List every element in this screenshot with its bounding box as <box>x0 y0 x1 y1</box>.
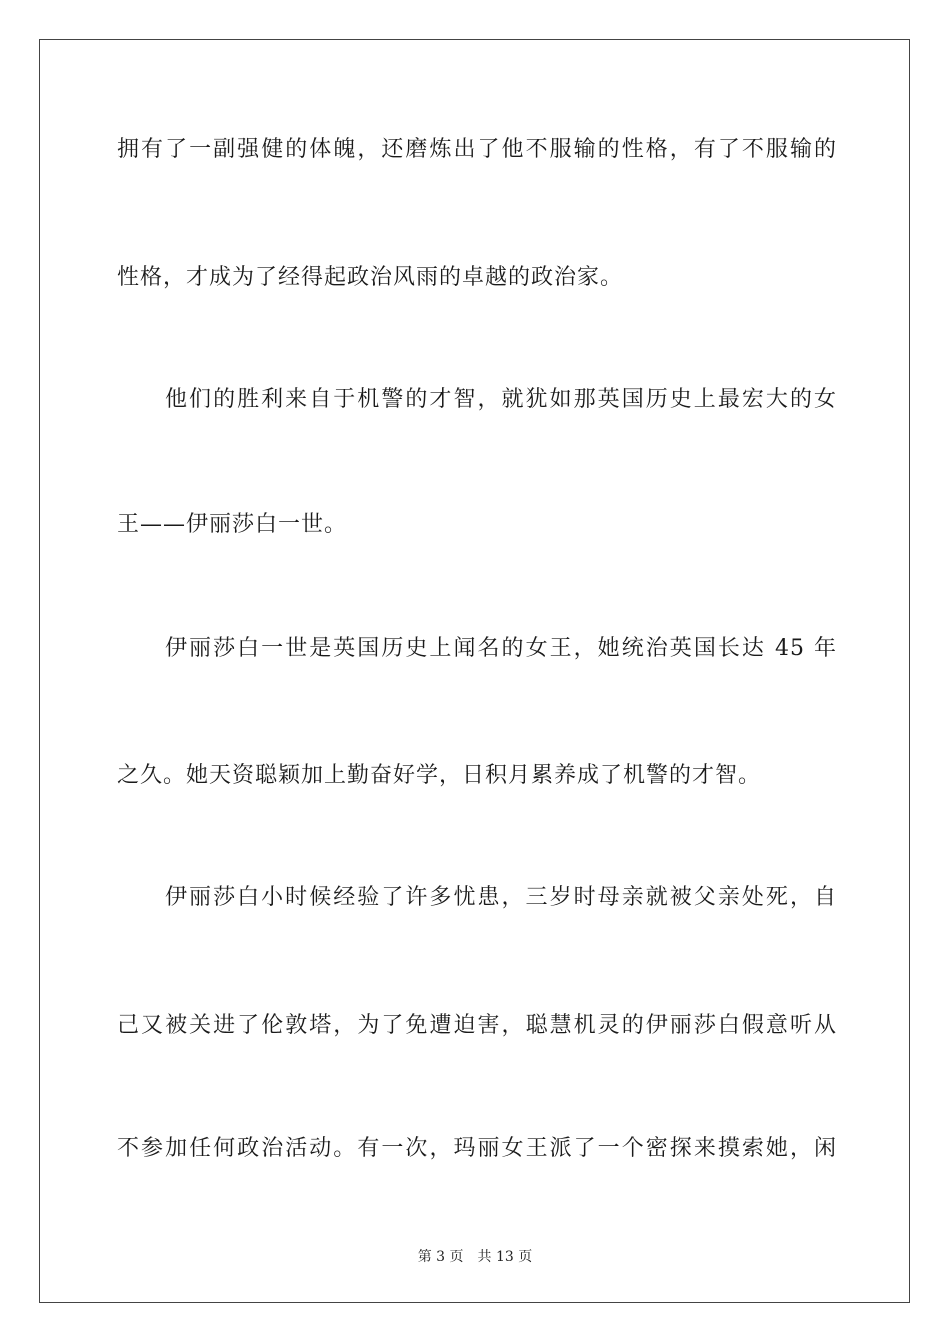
body-text-line: 他们的胜利来自于机警的才智，就犹如那英国历史上最宏大的女 <box>165 387 837 412</box>
page-total: 共 13 页 <box>477 1249 533 1265</box>
body-text-line: 之久。她天资聪颖加上勤奋好学，日积月累养成了机警的才智。 <box>117 763 762 788</box>
body-text-line: 不参加任何政治活动。有一次，玛丽女王派了一个密探来摸索她，闲 <box>117 1136 837 1161</box>
body-text-line: 王——伊丽莎白一世。 <box>117 512 348 537</box>
body-text-line: 拥有了一副强健的体魄，还磨炼出了他不服输的性格，有了不服输的 <box>117 137 837 162</box>
page-border <box>39 39 910 1303</box>
page-number: 第 3 页 <box>417 1249 464 1265</box>
page-footer <box>0 1248 950 1266</box>
body-text-line: 己又被关进了伦敦塔，为了免遭迫害，聪慧机灵的伊丽莎白假意听从 <box>117 1013 837 1038</box>
body-text-line: 性格，才成为了经得起政治风雨的卓越的政治家。 <box>117 265 624 290</box>
body-text-line: 伊丽莎白一世是英国历史上闻名的女王，她统治英国长达 45 年 <box>165 636 837 661</box>
body-text-line: 伊丽莎白小时候经验了许多忧患，三岁时母亲就被父亲处死，自 <box>165 885 837 910</box>
